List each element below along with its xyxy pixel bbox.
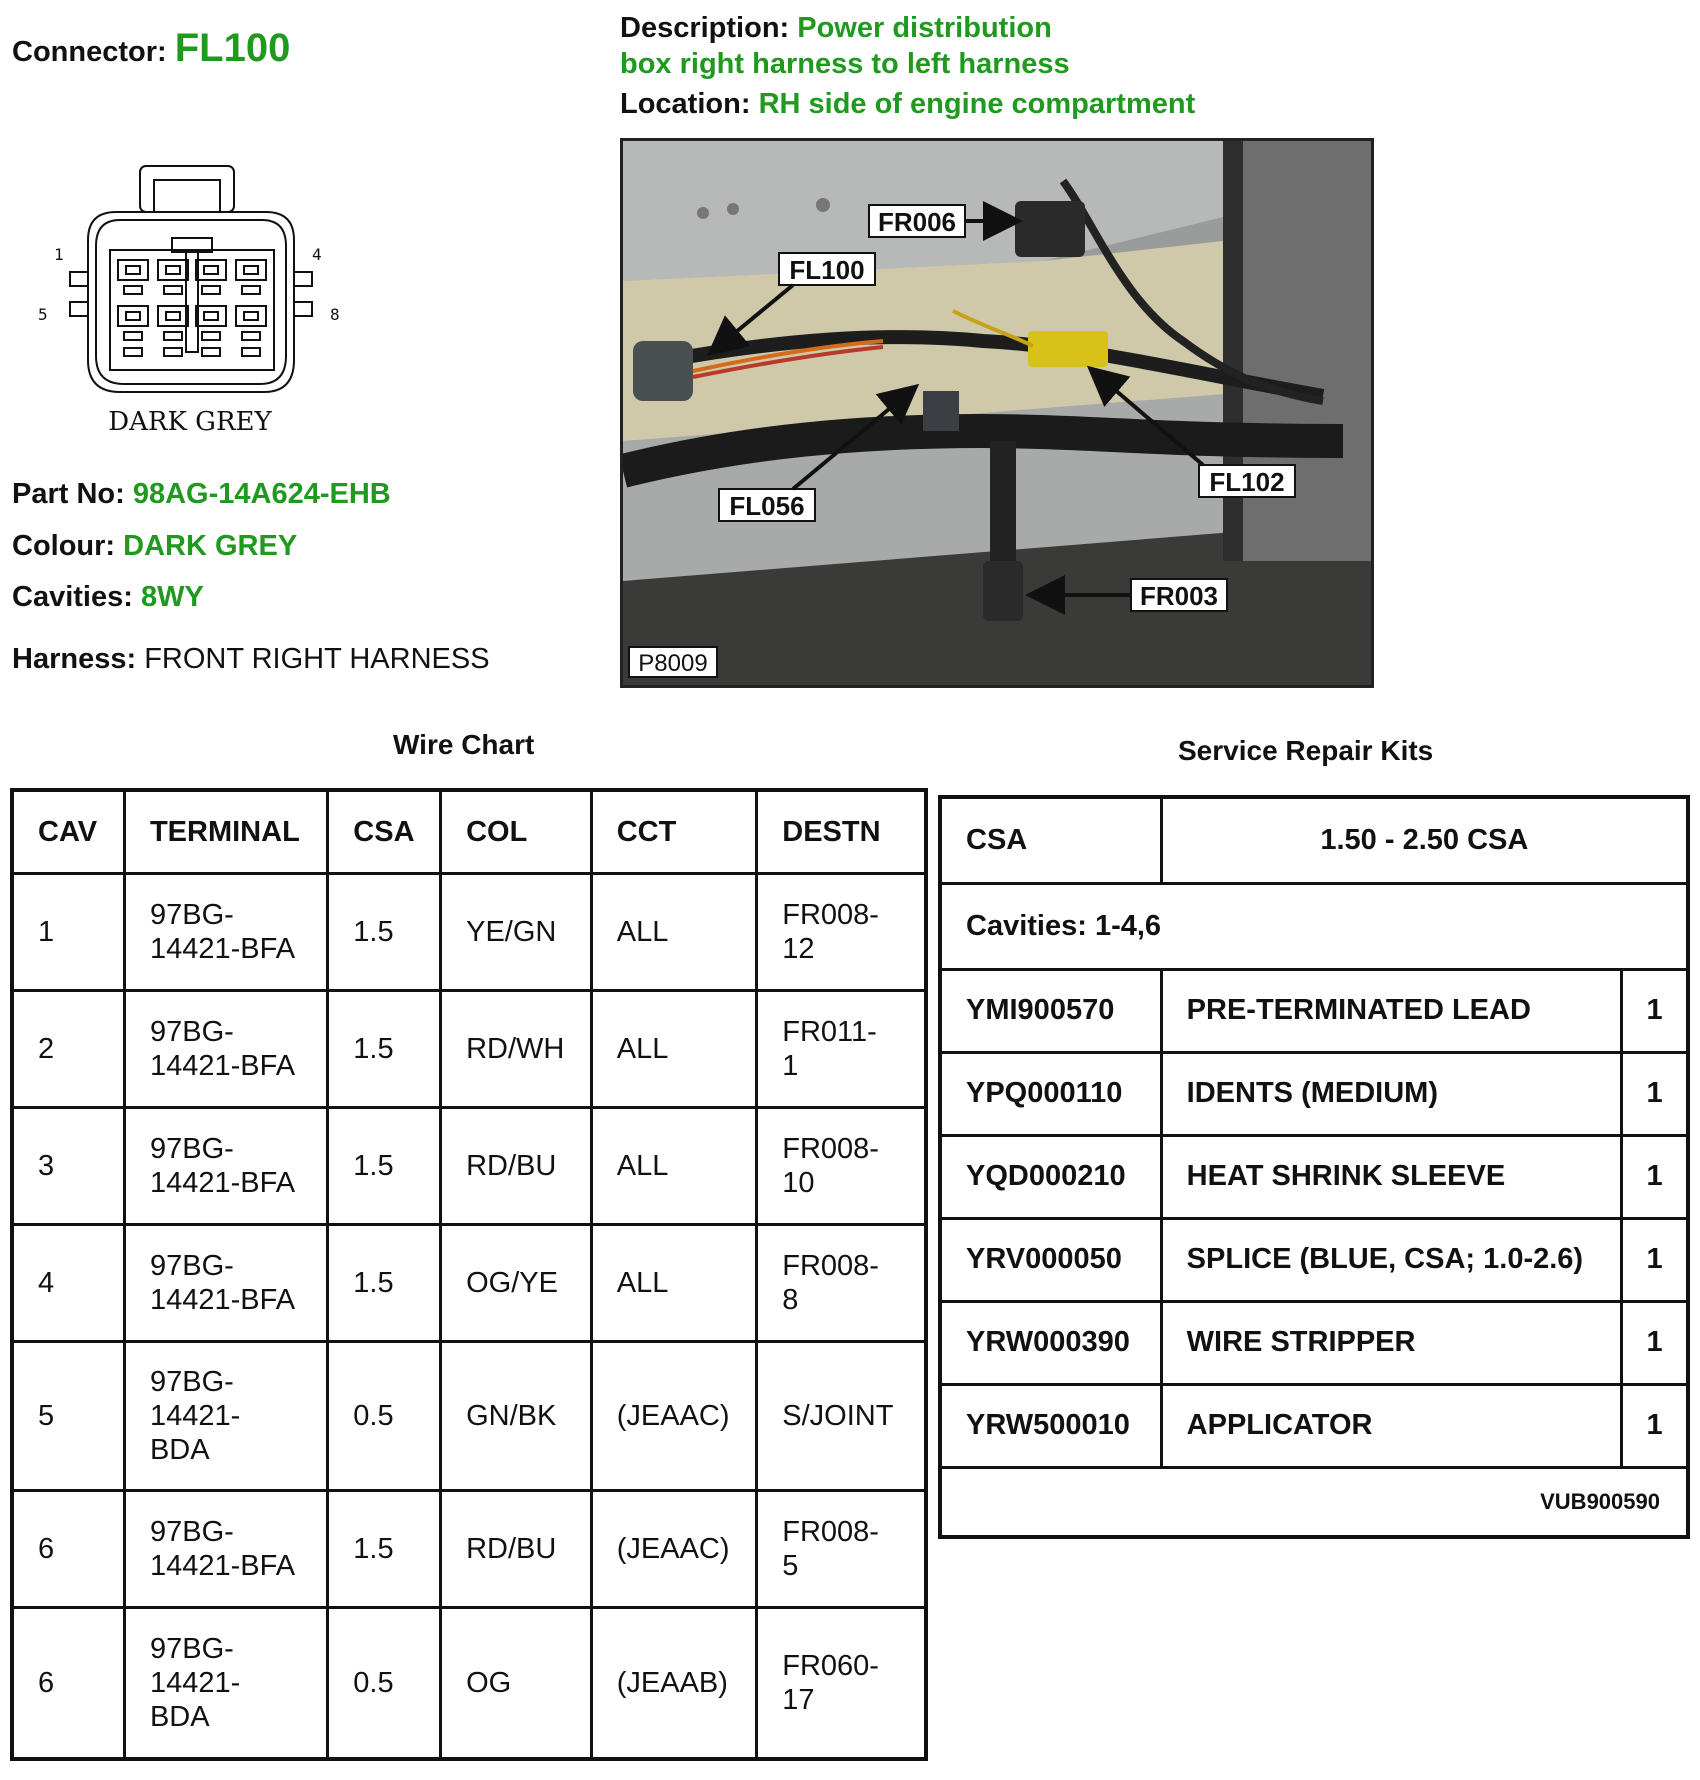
cct-cell: ALL [591,874,757,991]
callout-fr003: FR003 [1139,581,1219,611]
cct-cell: ALL [591,1225,757,1342]
col-cell: OG/YE [441,1225,592,1342]
terminal-line: 14421-BFA [149,1167,296,1199]
terminal-cell [124,874,327,991]
destn-cell [757,874,926,991]
colour-value: DARK GREY [123,530,298,562]
terminal-cell [124,1108,327,1225]
harness-value: FRONT RIGHT HARNESS [144,643,490,675]
terminal-line: 14421-BFA [149,1050,296,1082]
callout-fl102: FL102 [1209,467,1285,497]
header-cct: CCT [591,790,757,874]
wire-chart-table [10,788,928,1761]
col-cell: OG [441,1608,592,1759]
callout-fl100: FL100 [789,255,865,285]
terminal-cell [124,1342,327,1491]
pin-label-1: 1 [54,245,64,264]
kit-item-row [940,1135,1688,1218]
kit-qty: 1 [1622,1384,1688,1467]
csa-cell: 1.5 [328,1491,441,1608]
wire-chart-title: Wire Chart [393,729,535,760]
cav-cell: 6 [12,1491,124,1608]
location [620,88,1195,121]
colour-label: Colour: [12,530,116,562]
destn-line: 1 [782,1050,799,1082]
cav-cell: 5 [12,1342,124,1491]
terminal-line: 14421- [149,1400,241,1432]
terminal-line: 97BG- [149,1250,234,1282]
kit-desc: PRE-TERMINATED LEAD [1161,969,1621,1052]
description-value-line2: box right harness to left harness [620,48,1070,80]
kit-item-row [940,1218,1688,1301]
terminal-cell [124,1225,327,1342]
part-no-label: Part No: [12,478,125,510]
terminal-line: BDA [149,1434,210,1466]
kit-qty: 1 [1622,1135,1688,1218]
kit-code: YRW500010 [940,1384,1161,1467]
kit-ref: VUB900590 [940,1467,1688,1537]
connector-id: FL100 [174,26,291,70]
colour-row [12,530,297,563]
kit-qty: 1 [1622,1301,1688,1384]
kit-item-row [940,1301,1688,1384]
terminal-line: BDA [149,1700,210,1733]
terminal-line: 14421-BFA [149,933,296,965]
kit-desc: SPLICE (BLUE, CSA; 1.0-2.6) [1161,1218,1621,1301]
description [620,10,1070,82]
callout-fl056: FL056 [729,491,805,521]
cct-cell: (JEAAC) [591,1342,757,1491]
cavities-row [12,581,204,614]
destn-cell [757,1608,926,1759]
csa-cell: 1.5 [328,1225,441,1342]
table-row [12,1491,926,1608]
kit-desc: APPLICATOR [1161,1384,1621,1467]
destn-line: 10 [782,1167,815,1199]
kit-ref-row [940,1467,1688,1537]
connector-label: Connector: [12,36,167,68]
destn-line: 17 [782,1683,815,1716]
cct-cell: (JEAAB) [591,1608,757,1759]
terminal-line: 97BG- [149,1133,234,1165]
destn-line: S/JOINT [782,1400,894,1432]
col-cell: RD/WH [441,991,592,1108]
csa-cell: 0.5 [328,1342,441,1491]
table-row [12,1108,926,1225]
header-terminal: TERMINAL [124,790,327,874]
cavities-label: Cavities: [12,581,133,613]
header-cav: CAV [12,790,124,874]
kit-code: YQD000210 [940,1135,1161,1218]
col-cell: RD/BU [441,1108,592,1225]
col-cell: RD/BU [441,1491,592,1608]
destn-cell [757,991,926,1108]
pin-label-5: 5 [38,305,48,324]
kit-item-row [940,1384,1688,1467]
harness-label: Harness: [12,643,137,675]
table-row [12,1225,926,1342]
terminal-line: 14421-BFA [149,1284,296,1316]
kit-desc: HEAT SHRINK SLEEVE [1161,1135,1621,1218]
destn-line: FR008- [782,1133,879,1165]
kits-csa-row [940,797,1688,883]
table-row [12,991,926,1108]
csa-cell: 1.5 [328,874,441,991]
table-row [12,1342,926,1491]
cct-cell: ALL [591,1108,757,1225]
connector-face-svg [30,160,350,440]
destn-line: FR008- [782,899,879,931]
cavities-value: 8WY [140,581,204,613]
kits-csa-label: CSA [940,797,1161,883]
description-label: Description: [620,12,790,44]
cav-cell: 3 [12,1108,124,1225]
terminal-line: 97BG- [149,1632,234,1665]
header-csa: CSA [328,790,441,874]
cct-cell: ALL [591,991,757,1108]
table-row [12,1608,926,1759]
pin-label-4: 4 [312,245,322,264]
terminal-cell [124,991,327,1108]
csa-cell: 0.5 [328,1608,441,1759]
connector-colour-caption: DARK GREY [108,407,272,437]
kit-qty: 1 [1622,1218,1688,1301]
kit-qty: 1 [1622,969,1688,1052]
location-value: RH side of engine compartment [758,88,1196,120]
kit-desc: WIRE STRIPPER [1161,1301,1621,1384]
terminal-line: 97BG- [149,1016,234,1048]
terminal-cell [124,1491,327,1608]
cav-cell: 1 [12,874,124,991]
kit-item-row [940,1052,1688,1135]
destn-line: 12 [782,933,815,965]
destn-line: FR008- [782,1516,879,1548]
cav-cell: 6 [12,1608,124,1759]
cav-cell: 4 [12,1225,124,1342]
destn-line: FR060- [782,1649,879,1682]
kit-code: YPQ000110 [940,1052,1161,1135]
location-label: Location: [620,88,751,120]
destn-cell [757,1108,926,1225]
kit-code: YRW000390 [940,1301,1161,1384]
col-cell: GN/BK [441,1342,592,1491]
header-destn: DESTN [757,790,926,874]
col-cell: YE/GN [441,874,592,991]
description-value-line1: Power distribution [797,12,1052,44]
connector-face-diagram [30,160,350,440]
repair-kits-table [938,795,1690,1539]
location-photo-svg [623,141,1371,685]
repair-kits-title: Service Repair Kits [1178,735,1434,766]
kit-item-row [940,969,1688,1052]
terminal-line: 14421- [149,1666,241,1699]
kits-cavities-text: Cavities: 1-4,6 [940,883,1688,969]
connector-heading [12,26,290,71]
part-no-row [12,478,391,511]
kit-code: YMI900570 [940,969,1161,1052]
table-row [12,874,926,991]
destn-line: 5 [782,1550,799,1582]
cct-cell: (JEAAC) [591,1491,757,1608]
wire-chart-header-row [12,790,926,874]
terminal-line: 97BG- [149,1516,234,1548]
part-no-value: 98AG-14A624-EHB [132,478,391,510]
terminal-cell [124,1608,327,1759]
terminal-line: 14421-BFA [149,1550,296,1582]
destn-line: FR011- [782,1016,877,1048]
kit-desc: IDENTS (MEDIUM) [1161,1052,1621,1135]
harness-row [12,643,490,676]
csa-cell: 1.5 [328,1108,441,1225]
photo-id: P8009 [638,650,708,677]
cav-cell: 2 [12,991,124,1108]
destn-cell [757,1491,926,1608]
destn-line: FR008- [782,1250,879,1282]
kit-code: YRV000050 [940,1218,1161,1301]
location-photo [620,138,1374,688]
destn-line: 8 [782,1284,799,1316]
terminal-line: 97BG- [149,899,234,931]
header-col: COL [441,790,592,874]
terminal-line: 97BG- [149,1366,234,1398]
destn-cell [757,1225,926,1342]
pin-label-8: 8 [330,305,340,324]
kits-cavities-row [940,883,1688,969]
callout-fr006: FR006 [877,207,957,237]
kits-csa-value: 1.50 - 2.50 CSA [1161,797,1688,883]
kit-qty: 1 [1622,1052,1688,1135]
csa-cell: 1.5 [328,991,441,1108]
destn-cell [757,1342,926,1491]
